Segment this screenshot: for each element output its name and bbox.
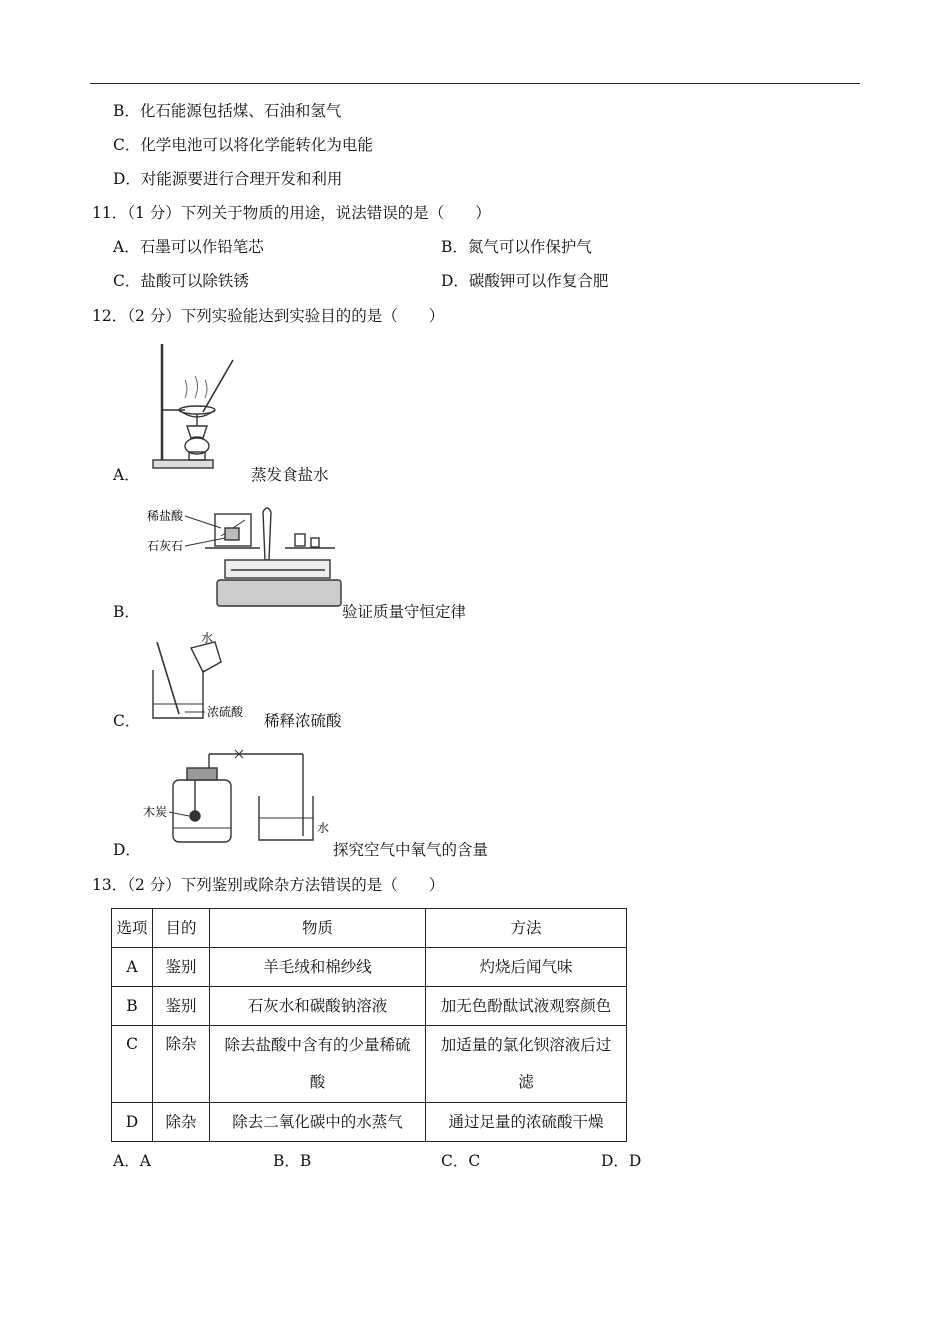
table-cell: 加适量的氯化钡溶液后过滤: [426, 1026, 627, 1103]
table-cell: 鉴别: [153, 987, 210, 1026]
table-cell: A: [112, 948, 153, 987]
table-cell: 加无色酚酞试液观察颜色: [426, 987, 627, 1026]
table-row: [112, 987, 627, 1026]
q10-option-b: B．化石能源包括煤、石油和氢气: [113, 102, 342, 120]
q12-option-c-text: 稀释浓硫酸: [264, 712, 342, 730]
table-cell: 除去盐酸中含有的少量稀硫酸: [210, 1026, 426, 1103]
header-rule: [90, 83, 860, 84]
table-cell: D: [112, 1103, 153, 1142]
q12-option-b-letter: B．: [113, 603, 140, 621]
balance-apparatus-figure: [145, 500, 345, 612]
table-cell: 鉴别: [153, 948, 210, 987]
table-row: [112, 948, 627, 987]
water-label-d: 水: [317, 821, 330, 835]
table-cell: 羊毛绒和棉纱线: [210, 948, 426, 987]
q12-stem: 12．（2 分）下列实验能达到实验目的的是（ ）: [92, 307, 445, 325]
table-cell: 除杂: [153, 1026, 210, 1103]
q11-option-b: B．氮气可以作保护气: [441, 238, 592, 256]
table-cell: 石灰水和碳酸钠溶液: [210, 987, 426, 1026]
q12-option-b-text: 验证质量守恒定律: [342, 603, 467, 621]
oxygen-content-apparatus-figure: [143, 740, 333, 844]
table-header-row: [112, 909, 627, 948]
q13-option-b: B．B: [273, 1152, 312, 1170]
dilute-hcl-label: 稀盐酸: [147, 509, 184, 523]
q13-table: [111, 908, 627, 1142]
table-cell: 灼烧后闻气味: [426, 948, 627, 987]
table-cell: B: [112, 987, 153, 1026]
q12-option-a-text: 蒸发食盐水: [251, 466, 329, 484]
limestone-label: 石灰石: [147, 539, 184, 553]
q11-option-c: C．盐酸可以除铁锈: [113, 272, 249, 290]
q11-option-d: D．碳酸钾可以作复合肥: [441, 272, 609, 290]
q12-option-c-letter: C．: [113, 712, 141, 730]
q12-option-d-text: 探究空气中氧气的含量: [333, 841, 489, 859]
conc-sulfuric-label: 浓硫酸: [207, 705, 244, 719]
table-cell: 通过足量的浓硫酸干燥: [426, 1103, 627, 1142]
table-cell: C: [112, 1026, 153, 1103]
table-header-cell: 选项: [112, 909, 153, 948]
table-row: [112, 1103, 627, 1142]
evaporation-apparatus-figure: [145, 340, 245, 472]
q13-option-a: A．A: [113, 1152, 151, 1170]
q12-option-a-letter: A．: [113, 466, 140, 484]
q13-option-c: C．C: [441, 1152, 481, 1170]
table-header-cell: 目的: [153, 909, 210, 948]
q12-option-d-letter: D．: [113, 841, 141, 859]
table-cell: 除杂: [153, 1103, 210, 1142]
table-row: [112, 1026, 627, 1103]
charcoal-label: 木炭: [143, 805, 168, 819]
table-cell: 除去二氧化碳中的水蒸气: [210, 1103, 426, 1142]
dilution-apparatus-figure: [145, 630, 265, 724]
q13-stem: 13．（2 分）下列鉴别或除杂方法错误的是（ ）: [92, 876, 445, 894]
q10-option-d: D．对能源要进行合理开发和利用: [113, 170, 343, 188]
table-header-cell: 方法: [426, 909, 627, 948]
q11-option-a: A．石墨可以作铅笔芯: [113, 238, 264, 256]
q11-stem: 11．（1 分）下列关于物质的用途，说法错误的是（ ）: [92, 204, 491, 222]
q13-option-d: D．D: [601, 1152, 642, 1170]
water-label: 水: [201, 631, 214, 645]
q10-option-c: C．化学电池可以将化学能转化为电能: [113, 136, 373, 154]
table-header-cell: 物质: [210, 909, 426, 948]
